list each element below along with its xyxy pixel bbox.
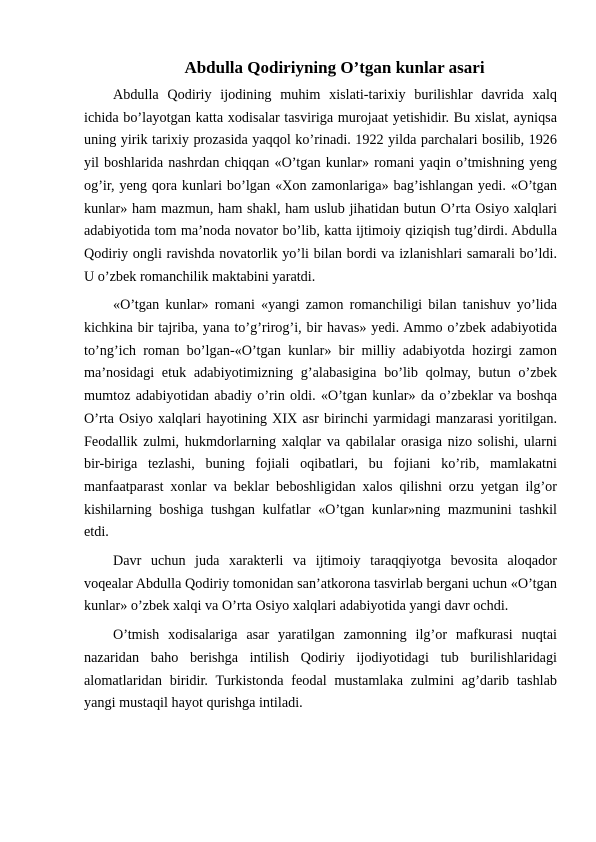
- document-page: [84, 56, 557, 721]
- document-title: Abdulla Qodiriyning O’tgan kunlar asari: [184, 58, 485, 77]
- paragraph-1: Abdulla Qodiriy ijodining muhim xislati-tarixiy burilishlar davrida xalq ichida bo’layotgan katta xodisalar tasviriga murojaat yetishidir. Bu xislat, ayniqsa uning yirik tarixiy prozasida yaqqol ko’rinadi. 1922 yilda parchalari bosilib, 1926 yil boshlarida nashrdan chiqqan «O’tgan kunlar» romani yaqin o’tmishning yeng og’ir, yeng qora kunlari bo’lgan «Xon zamonlariga» bag’ishlangan yedi. «O’tgan kunlar» ham mazmun, ham shakl, ham uslub jihatidan butun O’rta Osiyo xalqlari adabiyotida tom ma’noda novator bo’lib, katta ijtimoiy qiziqish tug’dirdi. Abdulla Qodiriy ongli ravishda novatorlik yo’li bilan bordi va izlanishlari samarali bo’ldi. U o’zbek romanchilik maktabini yaratdi.: [84, 87, 557, 285]
- paragraph-3: Davr uchun juda xarakterli va ijtimoiy taraqqiyotga bevosita aloqador voqealar Abdulla Qodiriy tomonidan san’atkorona tasvirlab bergani uchun «O’tgan kunlar» o’zbek xalqi va O’rta Osiyo xalqlari adabiyotida yangi davr ochdi.: [84, 553, 557, 615]
- paragraph-4: O’tmish xodisalariga asar yaratilgan zamonning ilg’or mafkurasi nuqtai nazaridan baho berishga intilish Qodiriy ijodiyotidagi tub burilishlaridagi alomatlaridan biridir. Turkistonda feodal mustamlaka zulmini ag’darib tashlab yangi mustaqil hayot qurishga intiladi.: [84, 627, 557, 712]
- paragraph-2: «O’tgan kunlar» romani «yangi zamon romanchiligi bilan tanishuv yo’lida kichkina bir tajriba, yana to’g’rirog’i, bir havas» yedi. Ammo o’zbek adabiyotida to’ng’ich roman bo’lgan-«O’tgan kunlar» bir milliy adabiyotda hozirgi zamon ma’nosidagi etuk adabiyotimizning g’alabasigina bo’lib qolmay, butun o’zbek mumtoz adabiyotidan abadiy o’rin oldi. «O’tgan kunlar» da o’zbeklar va boshqa O’rta Osiyo xalqlari hayotining XIX asr birinchi yarmidagi manzarasi yoritilgan. Feodallik zulmi, hukmdorlarning xalqlar va qabilalar orasiga nizo solishi, ularni bir-biriga tezlashi, buning fojiali oqibatlari, bu fojiani ko’rib, mamlakatni manfaatparast xonlar va beklar beboshligidan xalos qilishni orzu yetgan ilg’or kishilarning boshiga tushgan kulfatlar «O’tgan kunlar»ning mazmunini tashkil etdi.: [84, 297, 557, 541]
